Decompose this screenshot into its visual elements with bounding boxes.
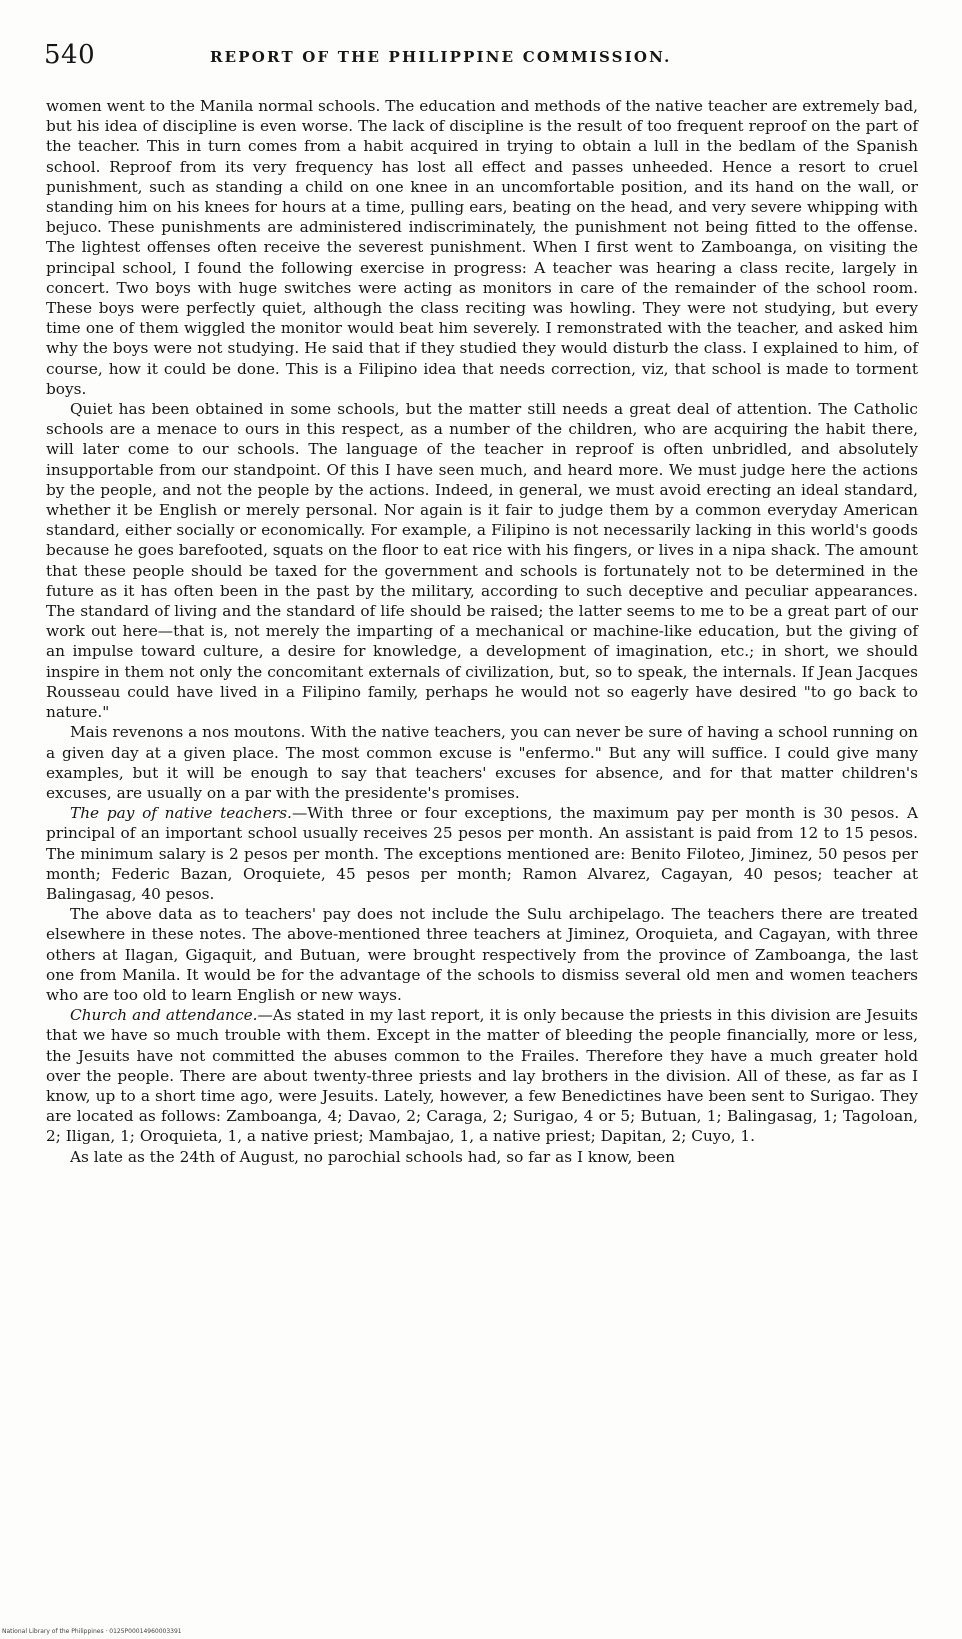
page-number: 540 [44,40,96,70]
paragraph-4-text: —With three or four exceptions, the maximum pay per month is 30 pesos. A principal of an important school usually receives 25 pesos per month. An assistant is paid from 12 to 15 pesos. The minimum salary is 2 pesos per month. The exceptions mentioned are: Benito Filoteo, Jiminez, 50 pesos per month; Federic Bazan, Oroquiete, 45 pesos per month; Ramon Alvarez, Cagayan, 40 pesos; teacher at Balingasag, 40 pesos. [46,804,918,903]
page-header [40,40,920,80]
paragraph-6 [46,1005,918,1146]
running-head: REPORT OF THE PHILIPPINE COMMISSION. [210,48,672,66]
body-text [46,96,918,1167]
scan-footer: National Library of the Philippines · 0125P00014960003391 [2,1628,182,1635]
section-heading-pay: The pay of native teachers. [70,804,292,823]
section-heading-church: Church and attendance. [70,1006,258,1025]
paragraph-6-text: —As stated in my last report, it is only because the priests in this division are Jesuits that we have so much trouble with them. Except in the matter of bleeding the people financially, more or less, the Jesuits have not committed the abuses common to the Frailes. Therefore they have a much greater hold over the people. There are about twenty-three priests and lay brothers in the division. All of these, as far as I know, up to a short time ago, were Jesuits. Lately, however, a few Benedictines have been sent to Surigao. They are located as follows: Zamboanga, 4; Davao, 2; Caraga, 2; Surigao, 4 or 5; Butuan, 1; Balingasag, 1; Tagoloan, 2; Iligan, 1; Oroquieta, 1, a native priest; Mambajao, 1, a native priest; Dapitan, 2; Cuyo, 1. [46,1006,918,1146]
paragraph-1: women went to the Manila normal schools. The education and methods of the native teacher are extremely bad, but his idea of discipline is even worse. The lack of discipline is the result of too frequent reproof on the part of the teacher. This in turn comes from a habit acquired in trying to obtain a lull in the bedlam of the Spanish school. Reproof from its very frequency has lost all effect and passes unheeded. Hence a resort to cruel punishment, such as standing a child on one knee in an uncomfortable position, and its hand on the wall, or standing him on his knees for hours at a time, pulling ears, beating on the head, and very severe whipping with bejuco. These punishments are administered indiscriminately, the punishment not being fitted to the offense. The lightest offenses often receive the severest punishment. When I first went to Zamboanga, on visiting the principal school, I found the following exercise in progress: A teacher was hearing a class recite, largely in concert. Two boys with huge switches were acting as monitors in care of the remainder of the school room. These boys were perfectly quiet, although the class reciting was howling. They were not studying, but every time one of them wiggled the monitor would beat him severely. I remonstrated with the teacher, and asked him why the boys were not studying. He said that if they studied they would disturb the class. I explained to him, of course, how it could be done. This is a Filipino idea that needs correction, viz, that school is made to torment boys. [46,97,918,398]
paragraph-7: As late as the 24th of August, no parochial schools had, so far as I know, been [70,1147,675,1166]
paragraph-5: The above data as to teachers' pay does not include the Sulu archipelago. The teachers there are treated elsewhere in these notes. The above-mentioned three teachers at Jiminez, Oroquieta, and Cagayan, with three others at Ilagan, Gigaquit, and Butuan, were brought respectively from the province of Zamboanga, the last one from Manila. It would be for the advantage of the schools to dismiss several old men and women teachers who are too old to learn English or new ways. [46,905,918,1004]
paragraph-4 [46,803,918,904]
paragraph-2: Quiet has been obtained in some schools, but the matter still needs a great deal of attention. The Catholic schools are a menace to ours in this respect, as a number of the children, who are acquiring the habit there, will later come to our schools. The language of the teacher in reproof is often unbridled, and absolutely insupportable from our standpoint. Of this I have seen much, and heard more. We must judge here the actions by the people, and not the people by the actions. Indeed, in general, we must avoid erecting an ideal standard, whether it be English or merely personal. Nor again is it fair to judge them by a common everyday American standard, either socially or economically. For example, a Filipino is not necessarily lacking in this world's goods because he goes barefooted, squats on the floor to eat rice with his fingers, or lives in a nipa shack. The amount that these people should be taxed for the government and schools is fortunately not to be determined in the future as it has often been in the past by the military, according to such deceptive and peculiar appearances. The standard of living and the standard of life should be raised; the latter seems to me to be a great part of our work out here—that is, not merely the imparting of a mechanical or machine-like education, but the giving of an impulse toward culture, a desire for knowledge, a development of imagination, etc.; in short, we should inspire in them not only the concomitant externals of civilization, but, so to speak, the internals. If Jean Jacques Rousseau could have lived in a Filipino family, perhaps he would not so eagerly have desired "to go back to nature." [46,400,918,722]
paragraph-3: Mais revenons a nos moutons. With the native teachers, you can never be sure of having a school running on a given day at a given place. The most common excuse is "enfermo." But any will suffice. I could give many examples, but it will be enough to say that teachers' excuses for absence, and for that matter children's excuses, are usually on a par with the presidente's promises. [46,723,918,802]
